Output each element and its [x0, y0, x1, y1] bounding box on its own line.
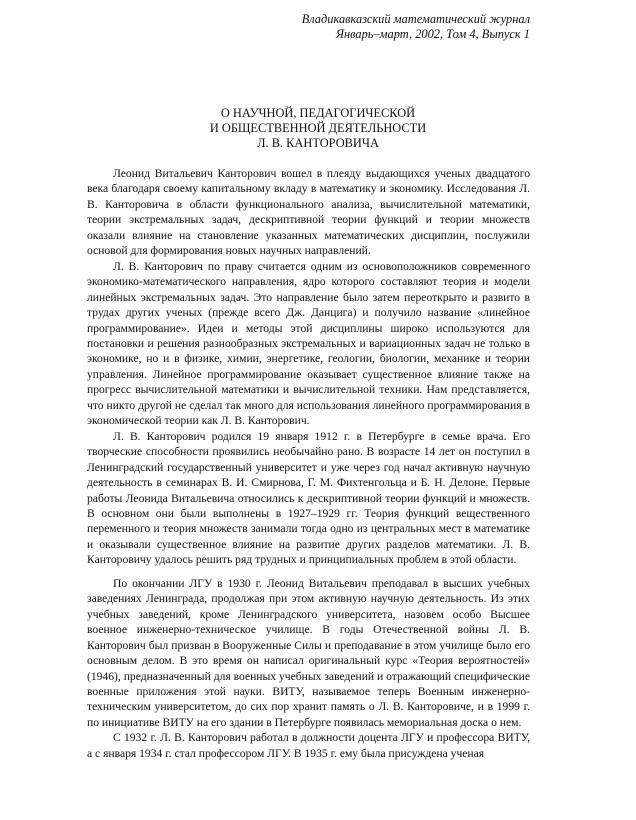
paragraph: С 1932 г. Л. В. Канторович работал в должности доцента ЛГУ и профессора ВИТУ, а с января 1934 г. стал профессором ЛГУ. В 1935 г. ему была присуждена ученая [87, 731, 530, 760]
title-line-2: И ОБЩЕСТВЕННОЙ ДЕЯТЕЛЬНОСТИ [209, 120, 427, 135]
title-line-3: Л. В. КАНТОРОВИЧА [257, 135, 379, 150]
running-header [302, 12, 530, 41]
paragraph: Л. В. Канторович родился 19 января 1912 г. в Петербурге в семье врача. Его творческие способности проявились необычайно рано. В возрасте 14 лет он поступил в Ленинградский государственный университет и уже через год начал активную научную деятельность в семинарах В. И. Смирнова, Г. М. Фихтенгольца и Б. Н. Делоне. Первые работы Леонида Витальевича относились к дескриптивной теории функций и множеств. В основном они были выполнены в 1927–1929 гг. Теория функций вещественного переменного и теория множеств занимали тогда одно из центральных мест в математике и оказывали существенное влияние на развитие других разделов математики. Л. В. Канторовичу удалось решить ряд трудных и принципиальных проблем в этой области. [87, 429, 530, 567]
paragraph: По окончании ЛГУ в 1930 г. Леонид Витальевич преподавал в высших учебных заведениях Ленинграда, продолжая при этом активную научную деятельность. Из этих учебных заведений, кроме Ленинградского университета, назовем особо Высшее военное инженерно-техническое училище. В годы Отечественной войны Л. В. Канторович был призван в Вооруженные Силы и преподавание в этом училище было его основным делом. В это время он написал оригинальный курс «Теория вероятностей» (1946), предназначенный для военных учебных заведений и отражающий специфические военные приложения этой науки. ВИТУ, называемое теперь Военным инженерно-техническим университетом, до сих пор хранит память о Л. В. Канторовиче, и в 1999 г. по инициативе ВИТУ на его здании в Петербурге появилась мемориальная доска о нем. [87, 576, 530, 729]
issue-info: Январь–март, 2002, Том 4, Выпуск 1 [335, 26, 530, 41]
title-line-1: О НАУЧНОЙ, ПЕДАГОГИЧЕСКОЙ [220, 106, 416, 120]
article-body [87, 166, 530, 761]
paragraph: Л. В. Канторович по праву считается одним из основоположников современного экономико-математического направления, ядро которого составляют теория и модели линейных экстремальных задач. Это направление было затем переоткрыто и развито в трудах других ученых (прежде всего Дж. Данцига) и получило название «линейное программирование». Идеи и методы этой дисциплины широко используются для постановки и решения разнообразных экстремальных и вариационных задач не только в экономике, но и в физике, химии, энергетике, геологии, биологии, механике и теории управления. Линейное программирование оказывает существенное влияние также на прогресс вычислительной математики и вычислительной техники. Нам представляется, что никто другой не сделал так много для использования линейного программирования в экономической теории как Л. В. Канторович. [87, 259, 530, 428]
paragraph: Леонид Витальевич Канторович вошел в плеяду выдающихся ученых двадцатого века благодаря своему капитальному вкладу в математику и экономику. Исследования Л. В. Канторовича в области функционального анализа, вычислительной математики, теории экстремальных задач, дескриптивной теории функций и теории множеств оказали влияние на становление указанных математических дисциплин, послужили основой для формирования новых научных направлений. [87, 167, 530, 258]
journal-name: Владикавказский математический журнал [301, 12, 530, 26]
article-title [0, 106, 636, 150]
